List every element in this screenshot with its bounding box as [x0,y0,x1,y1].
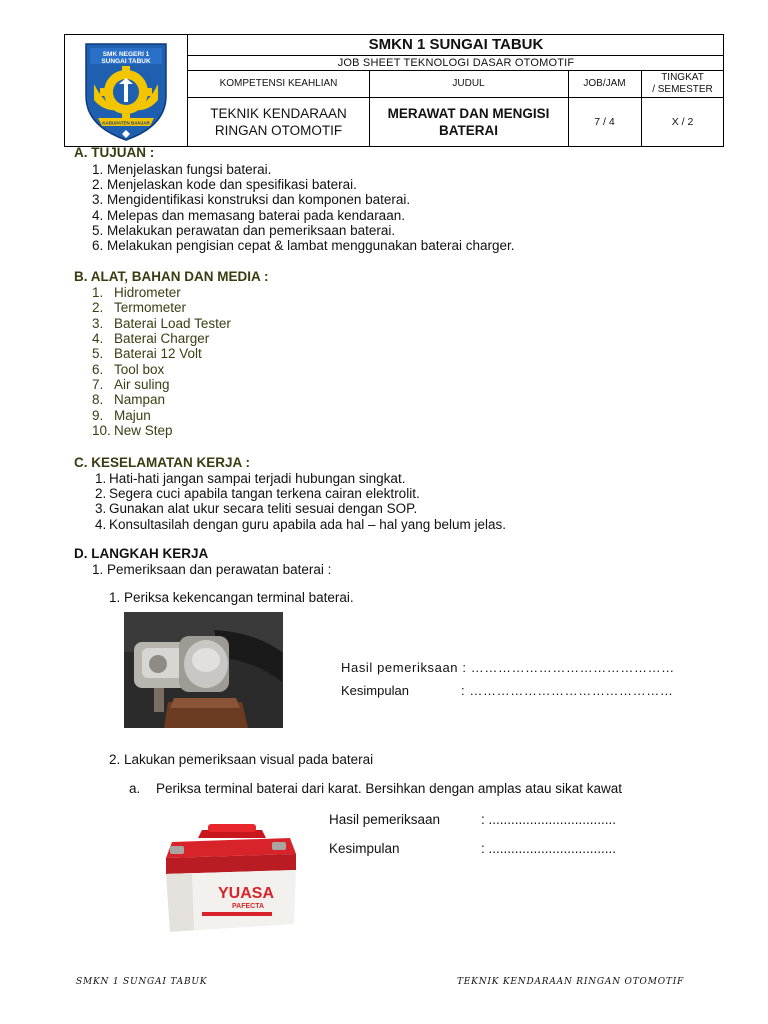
section-a-list [92,162,515,253]
list-item: 2. Segera cuci apabila tangan terkena cairan elektrolit. [95,486,420,502]
step-2a-marker: a. [129,781,141,796]
list-item: 9. Majun [92,407,151,423]
hasil-pemeriksaan-2-dots: : .................................. [481,812,617,827]
battery-brand-text: YUASA [217,885,275,902]
value-judul-1: MERAWAT DAN MENGISI [387,106,550,121]
footer-right: TEKNIK KENDARAAN RINGAN OTOMOTIF [457,977,685,987]
kesimpulan-2-label: Kesimpulan [329,841,400,856]
list-item: 4. Konsultasilah dengan guru apabila ada hal – hal yang belum jelas. [95,516,507,532]
label-judul: JUDUL [452,78,485,89]
battery-terminal-photo [124,612,283,728]
value-judul [369,97,568,147]
logo-cell [64,34,188,147]
label-jobjam: JOB/JAM [583,78,626,89]
list-item: 1. Menjelaskan fungsi baterai. [92,162,272,177]
list-item: 3. Baterai Load Tester [92,315,231,331]
label-tingkat [641,70,724,97]
list-item: 4. Melepas dan memasang baterai pada kendaraan. [92,207,405,223]
list-item: 10. New Step [92,423,173,439]
step-2a-text: Periksa terminal baterai dari karat. Bersihkan dengan amplas atau sikat kawat [156,781,622,796]
list-item: 5. Melakukan perawatan dan pemeriksaan baterai. [92,222,396,238]
value-kompetensi-1: TEKNIK KENDARAAN [210,106,347,121]
list-item: 5. Baterai 12 Volt [92,346,202,362]
kesimpulan-dots-1: : ……………………………………… [461,683,674,698]
section-b-list [92,285,231,438]
school-name: SMKN 1 SUNGAI TABUK [368,36,544,53]
value-judul-2: BATERAI [439,123,498,138]
list-item: 8. Nampan [92,392,166,408]
section-c-title: C. KESELAMATAN KERJA : [74,455,251,470]
list-item: 2. Menjelaskan kode dan spesifikasi baterai. [92,177,357,193]
label-kompetensi: KOMPETENSI KEAHLIAN [219,78,338,89]
label-tingkat-2: / SEMESTER [652,83,713,95]
step-1-sub-2: 2. Lakukan pemeriksaan visual pada baterai [109,752,374,767]
list-item: 2. Termometer [92,300,187,316]
kesimpulan-label-1: Kesimpulan [341,683,409,698]
list-item: 1. Hidrometer [92,285,181,300]
jobsheet-subtitle: JOB SHEET TEKNOLOGI DASAR OTOMOTIF [337,56,575,69]
list-item: 7. Air suling [92,377,170,393]
list-item: 4. Baterai Charger [92,331,210,347]
logo-ribbon-text: KABUPATEN BANJAR [102,120,150,126]
hasil-pemeriksaan-1: Hasil pemeriksaan : ……………………………………… [341,660,675,675]
logo-line1: SMK NEGERI 1 [102,51,150,58]
list-item: 1. Hati-hati jangan sampai terjadi hubungan singkat. [95,471,406,486]
step-1-heading: 1. Pemeriksaan dan perawatan baterai : [92,562,332,577]
value-jobjam: 7 / 4 [594,116,615,128]
yuasa-battery-image [162,824,302,934]
value-kompetensi-2: RINGAN OTOMOTIF [214,123,343,138]
footer-left: SMKN 1 SUNGAI TABUK [76,977,208,987]
section-b-title: B. ALAT, BAHAN DAN MEDIA : [74,269,269,284]
list-item: 6. Tool box [92,361,165,377]
hasil-pemeriksaan-2-label: Hasil pemeriksaan [329,812,441,827]
school-logo [64,34,188,147]
logo-line2: SUNGAI TABUK [101,58,151,65]
list-item: 6. Melakukan pengisian cepat & lambat menggunakan baterai charger. [92,238,515,254]
label-tingkat-1: TINGKAT [661,71,704,83]
section-d-title: D. LANGKAH KERJA [74,546,209,561]
step-1-sub-1: 1. Periksa kekencangan terminal baterai. [109,590,354,605]
section-c-list [95,471,506,532]
kesimpulan-2-dots: : .................................. [481,841,617,856]
list-item: 3. Gunakan alat ukur secara teliti sesuai dengan SOP. [95,501,418,517]
value-kompetensi [188,97,369,147]
list-item: 3. Mengidentifikasi konstruksi dan komponen baterai. [92,192,411,208]
battery-model-text: PAFECTA [231,903,265,910]
value-tingkat: X / 2 [671,116,694,128]
section-a-title: A. TUJUAN : [74,145,155,160]
